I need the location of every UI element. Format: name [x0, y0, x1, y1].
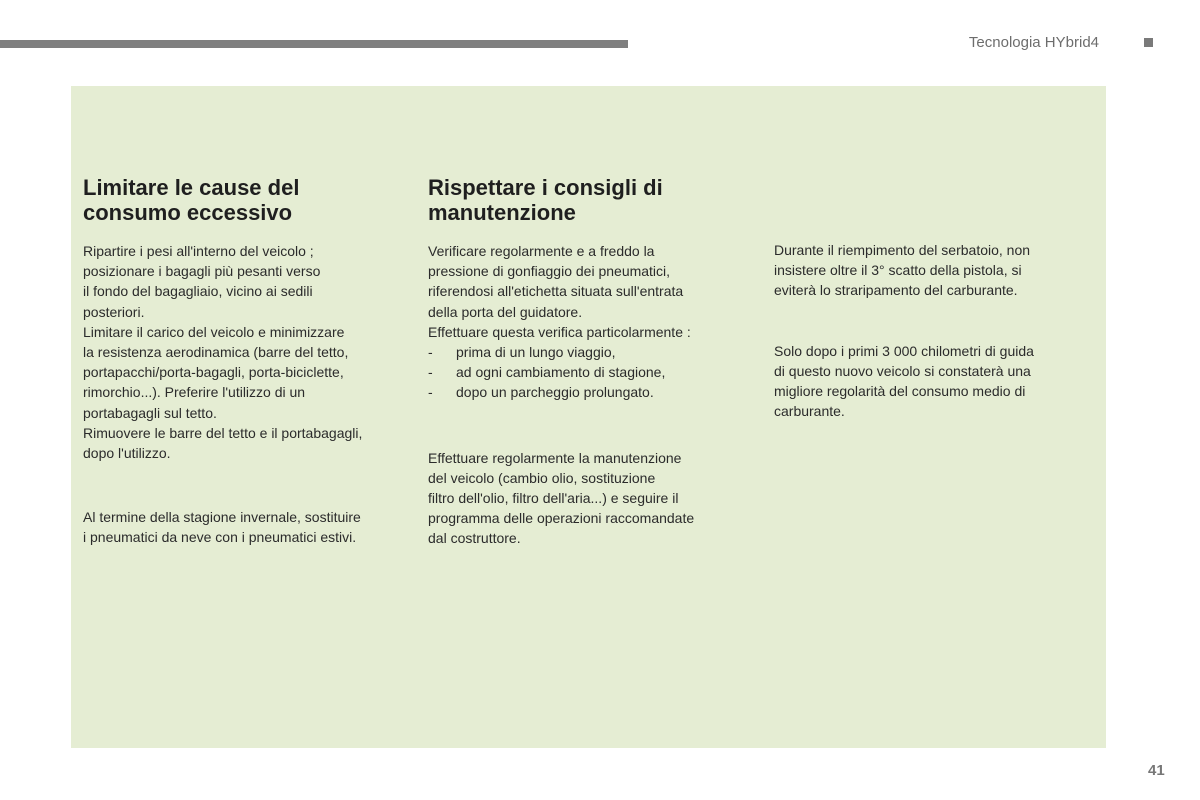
- dash-bullet: -: [428, 364, 433, 381]
- dash-bullet: -: [428, 344, 433, 361]
- column-left: [83, 175, 403, 548]
- column-middle: [428, 175, 738, 549]
- list-item-text: ad ogni cambiamento di stagione,: [456, 364, 666, 381]
- column-right: [774, 240, 1079, 421]
- paragraph-refuelling: Durante il riempimento del serbatoio, non insistere oltre il 3° scatto della pistola, si eviterà lo straripamento del carburante.: [774, 242, 1031, 299]
- list-item: [428, 382, 738, 402]
- list-item-text: prima di un lungo viaggio,: [456, 344, 616, 361]
- paragraph-tyres-season: Al termine della stagione invernale, sostituire i pneumatici da neve con i pneumatici estivi.: [83, 509, 361, 546]
- checklist: [428, 342, 738, 403]
- paragraph-tyre-pressure: Verificare regolarmente e a freddo la pressione di gonfiaggio dei pneumatici, riferendosi all'etichetta situata sull'entrata della porta del guidatore. Effettuare questa verifica particolarmente :: [428, 243, 691, 340]
- paragraph-break-in: Solo dopo i primi 3 000 chilometri di guida di questo nuovo veicolo si constaterà una migliore regolarità del consumo medio di carburante.: [774, 342, 1034, 420]
- page-number: 41: [1148, 762, 1165, 779]
- dash-bullet: -: [428, 384, 433, 401]
- list-item: [428, 342, 738, 362]
- list-item-text: dopo un parcheggio prolungato.: [456, 384, 654, 401]
- heading-maintenance: Rispettare i consigli di manutenzione: [428, 175, 663, 225]
- heading-reduce-consumption: Limitare le cause del consumo eccessivo: [83, 175, 300, 225]
- paragraph-load-distribution: Ripartire i pesi all'interno del veicolo ; posizionare i bagagli più pesanti verso il fondo del bagagliaio, vicino ai sedili posteriori. Limitare il carico del veicolo e minimizzare la resistenza aerodinamica (barre del tetto, portapacchi/porta-bagagli, porta-biciclette, rimorchio...). Preferire l'utilizzo di un portabagagli sul tetto. Rimuovere le barre del tetto e il portabagagli, dopo l'utilizzo.: [83, 243, 363, 462]
- header-rule: [0, 40, 628, 48]
- section-title: Tecnologia HYbrid4: [968, 34, 1099, 51]
- paragraph-vehicle-maintenance: Effettuare regolarmente la manutenzione del veicolo (cambio olio, sostituzione filtro dell'olio, filtro dell'aria...) e seguire il programma delle operazioni raccomandate dal costruttore.: [428, 449, 695, 547]
- list-item: [428, 362, 738, 382]
- section-marker: [1144, 38, 1153, 47]
